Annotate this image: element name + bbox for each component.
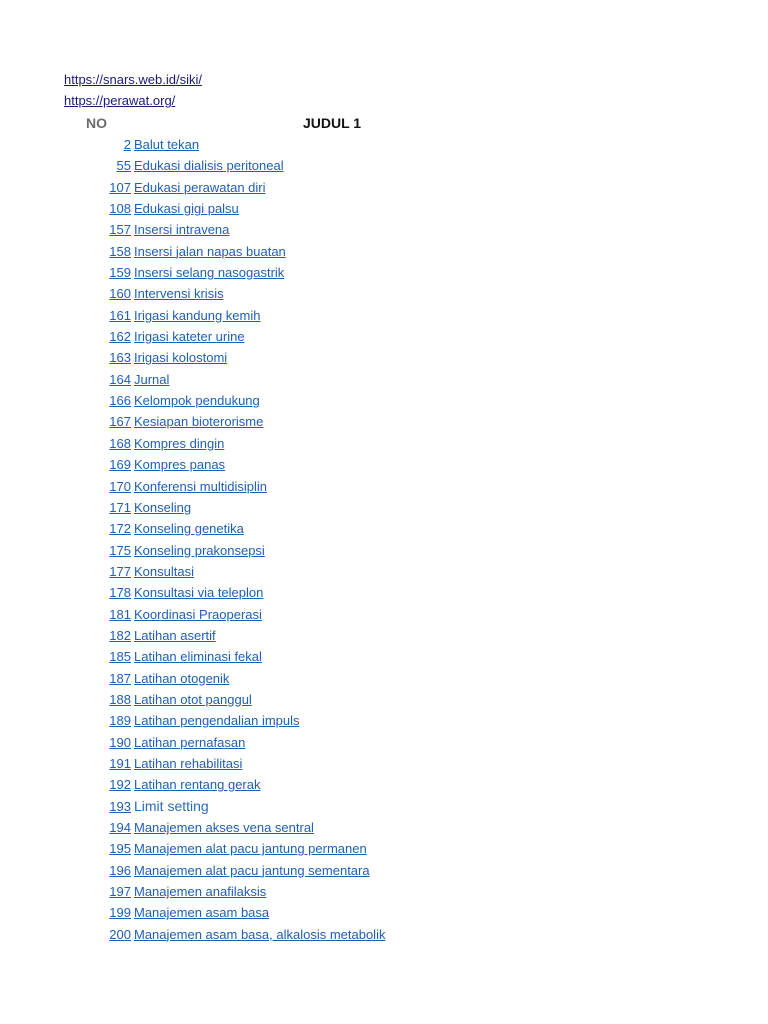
table-row — [0, 433, 768, 454]
row-title-link[interactable]: Kompres panas — [134, 457, 226, 473]
row-number-link[interactable]: 159 — [109, 265, 131, 281]
row-number-link[interactable]: 191 — [109, 755, 131, 771]
row-number-link[interactable]: 192 — [109, 777, 131, 793]
row-title-link[interactable]: Manajemen alat pacu jantung sementara — [134, 862, 370, 878]
row-number-link[interactable]: 190 — [109, 734, 131, 750]
row-number-link[interactable]: 163 — [109, 350, 131, 366]
row-number-link[interactable]: 195 — [109, 841, 131, 857]
row-title-link[interactable]: Manajemen anafilaksis — [134, 884, 267, 900]
table-row — [0, 796, 768, 817]
row-title-link[interactable]: Latihan pernafasan — [134, 734, 246, 750]
row-number-link[interactable]: 196 — [109, 862, 131, 878]
row-title-link[interactable]: Latihan otot panggul — [134, 691, 252, 707]
row-title-link[interactable]: Limit setting — [134, 797, 209, 814]
table-row — [0, 881, 768, 902]
row-title-link[interactable]: Latihan rentang gerak — [134, 777, 261, 793]
row-title-link[interactable]: Latihan rehabilitasi — [134, 755, 243, 771]
row-title-link[interactable]: Edukasi perawatan diri — [134, 179, 266, 195]
row-title-link[interactable]: Edukasi dialisis peritoneal — [134, 158, 284, 174]
table-row — [0, 241, 768, 262]
table-row — [0, 454, 768, 475]
row-title-link[interactable]: Insersi intravena — [134, 222, 230, 238]
row-number-link[interactable]: 157 — [109, 222, 131, 238]
table-row — [0, 347, 768, 368]
table-row — [0, 390, 768, 411]
row-title-link[interactable]: Manajemen asam basa — [134, 905, 270, 921]
row-title-link[interactable]: Balut tekan — [134, 137, 200, 152]
table-row — [0, 219, 768, 240]
table-row — [0, 753, 768, 774]
row-number-link[interactable]: 197 — [109, 884, 131, 900]
row-title-link[interactable]: Konseling — [134, 499, 192, 515]
row-number-link[interactable]: 185 — [109, 649, 131, 665]
row-title-link[interactable]: Irigasi kandung kemih — [134, 307, 261, 323]
table-row — [0, 732, 768, 753]
row-number-link[interactable]: 178 — [109, 585, 131, 601]
row-number-link[interactable]: 171 — [109, 499, 131, 515]
row-title-link[interactable]: Konsultasi via teleplon — [134, 585, 264, 601]
table-row — [0, 283, 768, 304]
row-title-link[interactable]: Koordinasi Praoperasi — [134, 606, 262, 622]
table-row — [0, 625, 768, 646]
row-title-link[interactable]: Konseling prakonsepsi — [134, 542, 265, 558]
row-number-link[interactable]: 200 — [109, 926, 131, 942]
row-number-link[interactable]: 177 — [109, 563, 131, 579]
table-row — [0, 561, 768, 582]
link-perawat[interactable]: https://perawat.org/ — [64, 93, 176, 108]
row-number-link[interactable]: 166 — [109, 393, 131, 409]
link-snars[interactable]: https://snars.web.id/siki/ — [64, 72, 202, 87]
row-number-link[interactable]: 164 — [109, 371, 131, 387]
table-row — [0, 134, 768, 155]
row-title-link[interactable]: Insersi selang nasogastrik — [134, 265, 285, 281]
row-number-link[interactable]: 55 — [116, 158, 131, 174]
row-number-link[interactable]: 189 — [109, 713, 131, 729]
table-row — [0, 155, 768, 176]
row-title-link[interactable]: Edukasi gigi palsu — [134, 201, 239, 217]
header-no: NO — [86, 115, 107, 131]
table-row — [0, 774, 768, 795]
row-number-link[interactable]: 160 — [109, 286, 131, 302]
table-row — [0, 540, 768, 561]
row-title-link[interactable]: Irigasi kolostomi — [134, 350, 228, 366]
table-row — [0, 411, 768, 432]
row-title-link[interactable]: Latihan asertif — [134, 627, 216, 643]
row-number-link[interactable]: 172 — [109, 521, 131, 537]
row-title-link[interactable]: Latihan pengendalian impuls — [134, 713, 300, 729]
table-row — [0, 177, 768, 198]
row-number-link[interactable]: 193 — [109, 798, 131, 814]
row-title-link[interactable]: Latihan otogenik — [134, 670, 230, 686]
row-title-link[interactable]: Manajemen akses vena sentral — [134, 820, 314, 835]
row-title-link[interactable]: Jurnal — [134, 371, 170, 387]
table-row — [0, 902, 768, 923]
table-row — [0, 198, 768, 219]
header-judul: JUDUL 1 — [303, 115, 362, 131]
table-row — [0, 604, 768, 625]
table-row — [0, 518, 768, 539]
row-title-link[interactable]: Konseling genetika — [134, 521, 244, 537]
row-title-link[interactable]: Manajemen alat pacu jantung permanen — [134, 841, 367, 857]
row-number-link[interactable]: 167 — [109, 414, 131, 430]
table-row — [0, 305, 768, 326]
row-title-link[interactable]: Irigasi kateter urine — [134, 329, 245, 345]
row-number-link[interactable]: 161 — [109, 307, 131, 323]
row-number-link[interactable]: 170 — [109, 478, 131, 494]
row-title-link[interactable]: Insersi jalan napas buatan — [134, 243, 286, 259]
table-row — [0, 476, 768, 497]
row-number-link[interactable]: 169 — [109, 457, 131, 473]
table-body — [0, 134, 768, 945]
row-number-link[interactable]: 108 — [109, 201, 131, 217]
row-number-link[interactable]: 2 — [123, 137, 131, 152]
row-number-link[interactable]: 107 — [109, 179, 131, 195]
table-row — [0, 582, 768, 603]
row-number-link[interactable]: 199 — [109, 905, 131, 921]
table-row — [0, 710, 768, 731]
row-number-link[interactable]: 181 — [109, 606, 131, 622]
table-row — [0, 860, 768, 881]
row-number-link[interactable]: 182 — [109, 627, 131, 643]
table-row — [0, 497, 768, 518]
table-row — [0, 369, 768, 390]
table-row — [0, 326, 768, 347]
row-title-link[interactable]: Kompres dingin — [134, 435, 225, 451]
row-title-link[interactable]: Latihan eliminasi fekal — [134, 649, 262, 665]
table-row — [0, 668, 768, 689]
table-row — [0, 646, 768, 667]
row-title-link[interactable]: Konferensi multidisiplin — [134, 478, 267, 494]
table-row — [0, 838, 768, 859]
row-title-link[interactable]: Konsultasi — [134, 563, 194, 579]
row-title-link[interactable]: Kelompok pendukung — [134, 393, 260, 409]
row-number-link[interactable]: 187 — [109, 670, 131, 686]
row-number-link[interactable]: 158 — [109, 243, 131, 259]
table-header — [0, 115, 768, 133]
table-row — [0, 689, 768, 710]
row-title-link[interactable]: Intervensi krisis — [134, 286, 224, 302]
row-number-link[interactable]: 162 — [109, 329, 131, 345]
row-title-link[interactable]: Kesiapan bioterorisme — [134, 414, 264, 430]
row-number-link[interactable]: 188 — [109, 691, 131, 707]
table-row — [0, 817, 768, 838]
row-number-link[interactable]: 175 — [109, 542, 131, 558]
row-number-link[interactable]: 168 — [109, 435, 131, 451]
row-number-link[interactable]: 194 — [109, 820, 131, 835]
row-title-link[interactable]: Manajemen asam basa, alkalosis metabolik — [134, 926, 386, 942]
table-row — [0, 924, 768, 945]
table-row — [0, 262, 768, 283]
